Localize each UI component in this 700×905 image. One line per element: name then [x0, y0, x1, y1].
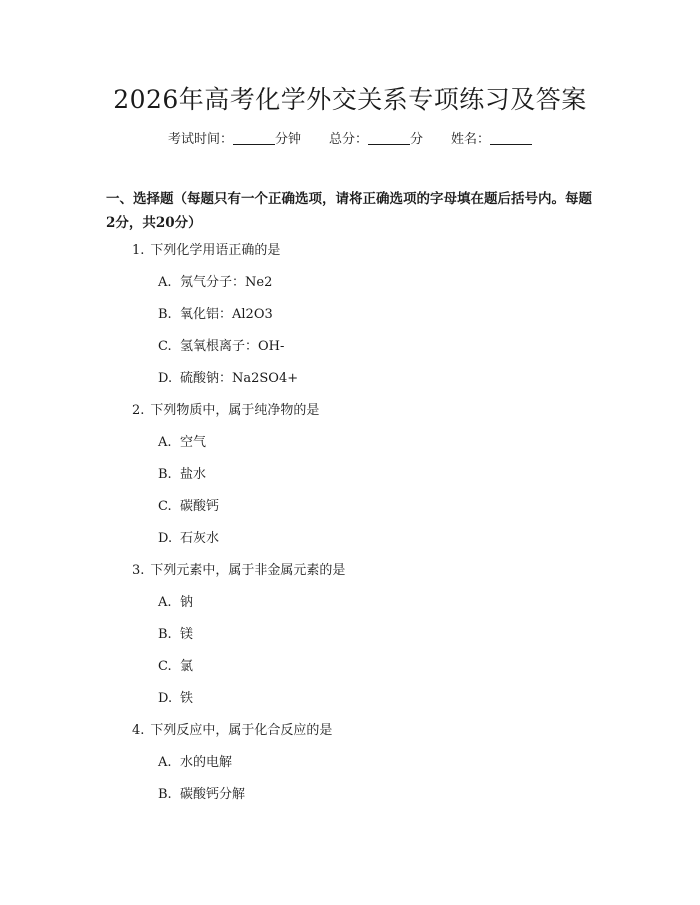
time-blank[interactable]: [233, 130, 275, 145]
option-text: 碳酸钙分解: [180, 787, 246, 802]
option-letter: C.: [158, 499, 172, 514]
question-number: 3.: [132, 563, 145, 578]
option-2a[interactable]: [158, 433, 700, 465]
option-letter: C.: [158, 659, 172, 674]
option-text: 镁: [180, 627, 194, 642]
option-letter: A.: [158, 595, 172, 610]
exam-info-line: [0, 130, 700, 150]
question-number: 4.: [132, 723, 145, 738]
option-letter: B.: [158, 467, 172, 482]
question-text: 下列物质中，属于纯净物的是: [150, 403, 320, 418]
option-text: 铁: [180, 691, 194, 706]
question-text: 下列元素中，属于非金属元素的是: [150, 563, 346, 578]
question-1: [132, 241, 700, 273]
option-1d[interactable]: [158, 369, 700, 401]
option-1a[interactable]: [158, 273, 700, 305]
score-label: 总分：: [328, 132, 368, 147]
option-text: 石灰水: [180, 531, 220, 546]
time-unit: 分钟: [274, 132, 301, 147]
question-number: 2.: [132, 403, 145, 418]
option-2c[interactable]: [158, 497, 700, 529]
score-unit: 分: [410, 132, 424, 147]
option-text: 氢氧根离子：OH-: [180, 339, 285, 354]
option-letter: D.: [158, 371, 173, 386]
option-1c[interactable]: [158, 337, 700, 369]
option-text: 盐水: [180, 467, 207, 482]
score-blank[interactable]: [368, 130, 410, 145]
question-3: [132, 561, 700, 593]
option-2b[interactable]: [158, 465, 700, 497]
option-text: 氖气分子：Ne2: [180, 275, 273, 290]
option-letter: A.: [158, 755, 172, 770]
option-text: 氧化铝：Al2O3: [180, 307, 273, 322]
page-title: 2026年高考化学外交关系专项练习及答案: [113, 85, 587, 114]
option-letter: B.: [158, 307, 172, 322]
option-3d[interactable]: [158, 689, 700, 721]
option-3a[interactable]: [158, 593, 700, 625]
option-text: 空气: [180, 435, 207, 450]
option-3c[interactable]: [158, 657, 700, 689]
section-heading: 一、选择题（每题只有一个正确选项，请将正确选项的字母填在题后括号内。每题2分，共20分）: [106, 191, 592, 231]
name-label: 姓名：: [451, 132, 491, 147]
question-list: [0, 241, 700, 817]
option-2d[interactable]: [158, 529, 700, 561]
option-4a[interactable]: [158, 753, 700, 785]
question-2: [132, 401, 700, 433]
option-letter: A.: [158, 275, 172, 290]
option-letter: A.: [158, 435, 172, 450]
name-blank[interactable]: [490, 130, 532, 145]
option-3b[interactable]: [158, 625, 700, 657]
option-text: 钠: [180, 595, 194, 610]
option-4b[interactable]: [158, 785, 700, 817]
question-text: 下列化学用语正确的是: [150, 243, 281, 258]
option-text: 硫酸钠：Na2SO4+: [180, 371, 299, 386]
option-letter: C.: [158, 339, 172, 354]
option-text: 氯: [180, 659, 194, 674]
option-letter: B.: [158, 787, 172, 802]
option-text: 碳酸钙: [180, 499, 220, 514]
time-label: 考试时间：: [167, 132, 233, 147]
option-text: 水的电解: [180, 755, 233, 770]
option-1b[interactable]: [158, 305, 700, 337]
option-letter: B.: [158, 627, 172, 642]
option-letter: D.: [158, 691, 173, 706]
question-number: 1.: [132, 243, 145, 258]
question-4: [132, 721, 700, 753]
question-text: 下列反应中，属于化合反应的是: [150, 723, 333, 738]
option-letter: D.: [158, 531, 173, 546]
